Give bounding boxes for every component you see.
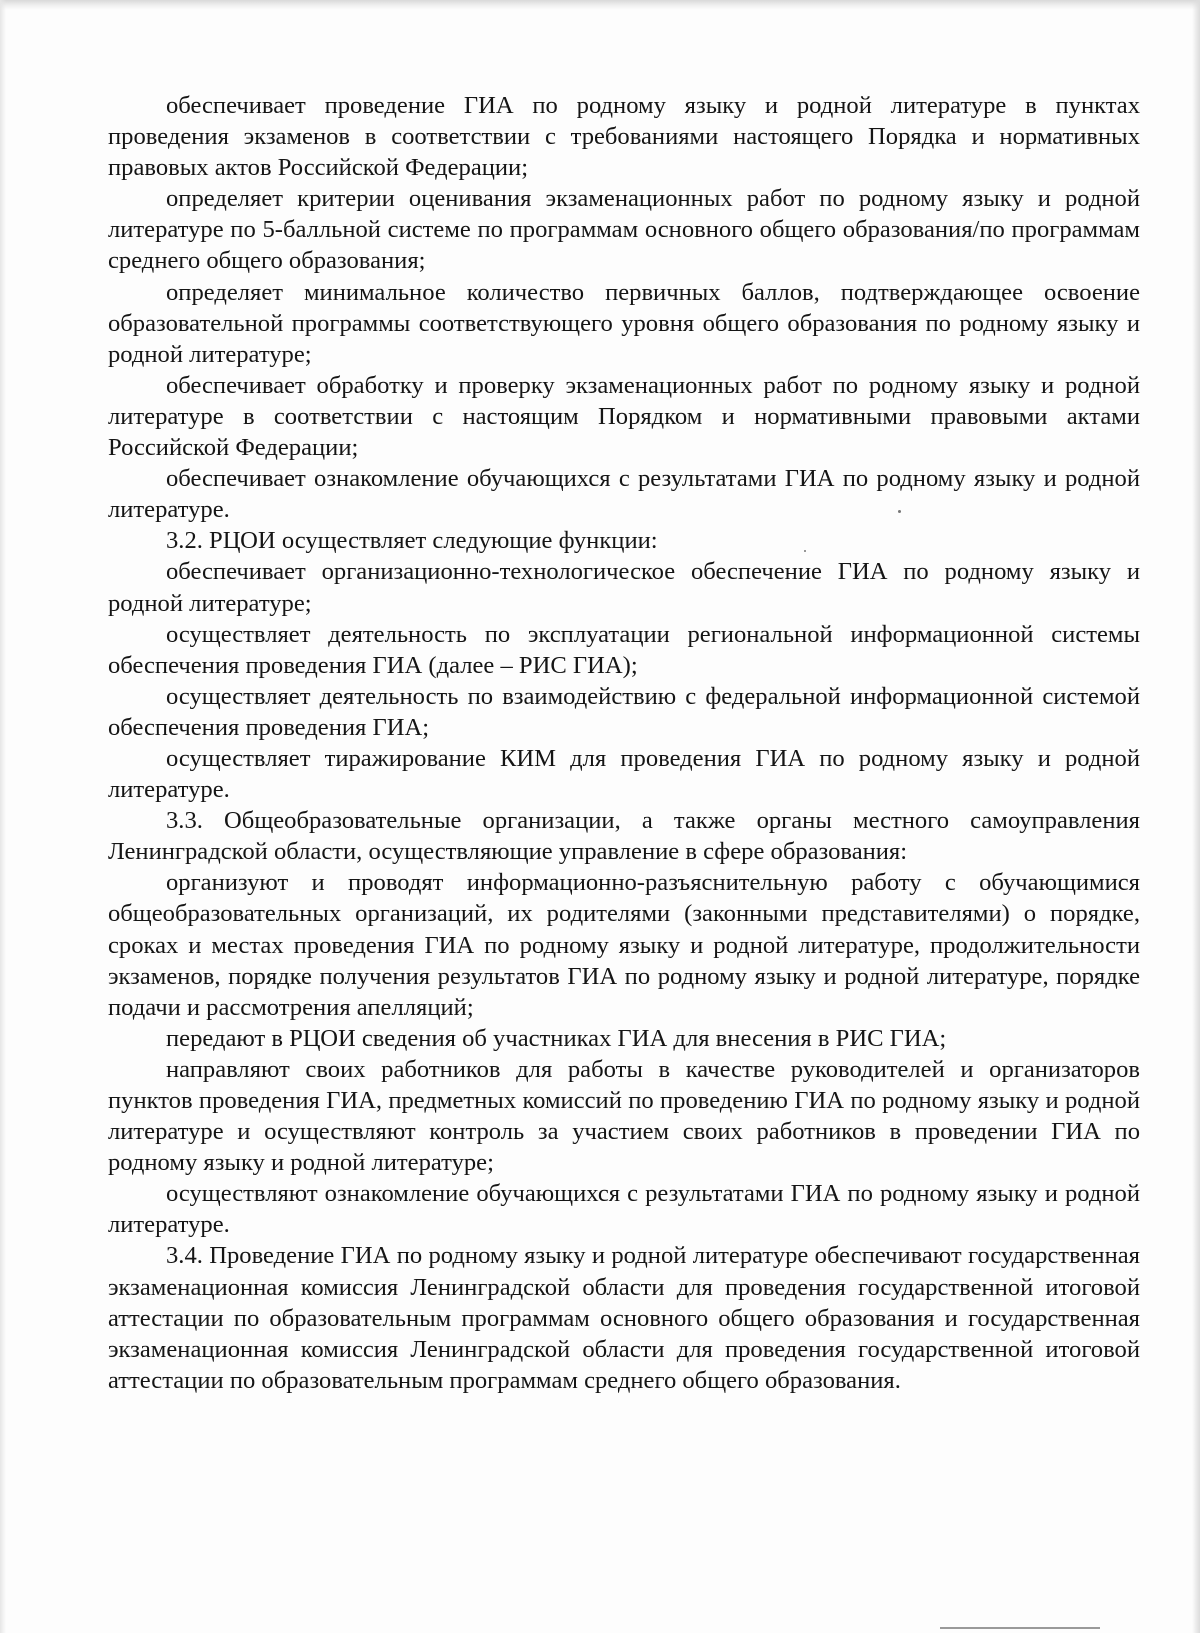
paragraph: обеспечивает обработку и проверку экзаменационных работ по родному языку и родной литературе в соответствии с настоящим Порядком и нормативными правовыми актами Российской Федерации; (108, 371, 1140, 462)
paragraph: определяет критерии оценивания экзаменационных работ по родному языку и родной литературе по 5-балльной системе по программам основного общего образования/по программам среднего общего образования; (108, 185, 1140, 275)
paragraph: обеспечивает ознакомление обучающихся с результатами ГИА по родному языку и родной литературе. (108, 465, 1140, 524)
paragraph: организуют и проводят информационно-разъяснительную работу с обучающимися общеобразовательных организаций, их родителями (законными представителями) о порядке, сроках и местах проведения ГИА по родному языку и родной литературе, продолжительности экзаменов, порядке получения результатов ГИА по родному языку и родной литературе, порядке подачи и рассмотрения апелляций; (108, 869, 1140, 1021)
document-body (108, 90, 1140, 1396)
scan-edge-left (0, 0, 6, 1633)
paragraph: обеспечивает организационно-технологическое обеспечение ГИА по родному языку и родной литературе; (108, 558, 1140, 617)
paragraph: осуществляют ознакомление обучающихся с результатами ГИА по родному языку и родной литературе. (108, 1180, 1140, 1239)
paragraph: осуществляет тиражирование КИМ для проведения ГИА по родному языку и родной литературе. (108, 744, 1140, 804)
scan-edge-top (0, 0, 1200, 10)
paragraph: обеспечивает проведение ГИА по родному языку и родной литературе в пунктах проведения экзаменов в соответствии с требованиями настоящего Порядка и нормативных правовых актов Российской Федерации; (108, 92, 1140, 182)
paragraph: осуществляет деятельность по взаимодействию с федеральной информационной системой обеспечения проведения ГИА; (108, 682, 1140, 741)
paragraph: передают в РЦОИ сведения об участниках ГИА для внесения в РИС ГИА; (166, 1024, 947, 1052)
paragraph: направляют своих работников для работы в качестве руководителей и организаторов пунктов проведения ГИА, предметных комиссий по проведению ГИА по родному языку и родной литературе и осуществляют контроль за участием своих работников в проведении ГИА по родному языку и родной литературе; (108, 1055, 1140, 1177)
scan-mark-bottom (940, 1627, 1100, 1629)
scan-edge-right (1192, 0, 1200, 1633)
paragraph: определяет минимальное количество первичных баллов, подтверждающее освоение образовательной программы соответствующего уровня общего образования по родному языку и родной литературе; (108, 278, 1140, 368)
section-heading-3-3: 3.3. Общеобразовательные организации, а также органы местного самоуправления Ленинградской области, осуществляющие управление в сфере образования: (108, 807, 1140, 866)
paragraph: осуществляет деятельность по эксплуатации региональной информационной системы обеспечения проведения ГИА (далее – РИС ГИА); (108, 620, 1140, 679)
section-heading-3-2: 3.2. РЦОИ осуществляет следующие функции: (166, 527, 658, 555)
section-paragraph-3-4: 3.4. Проведение ГИА по родному языку и родной литературе обеспечивают государственная экзаменационная комиссия Ленинградской области для проведения государственной итоговой аттестации по образовательным программам основного общего образования и государственная экзаменационная комиссия Ленинградской области для проведения государственной итоговой аттестации по образовательным программам среднего общего образования. (108, 1242, 1140, 1394)
